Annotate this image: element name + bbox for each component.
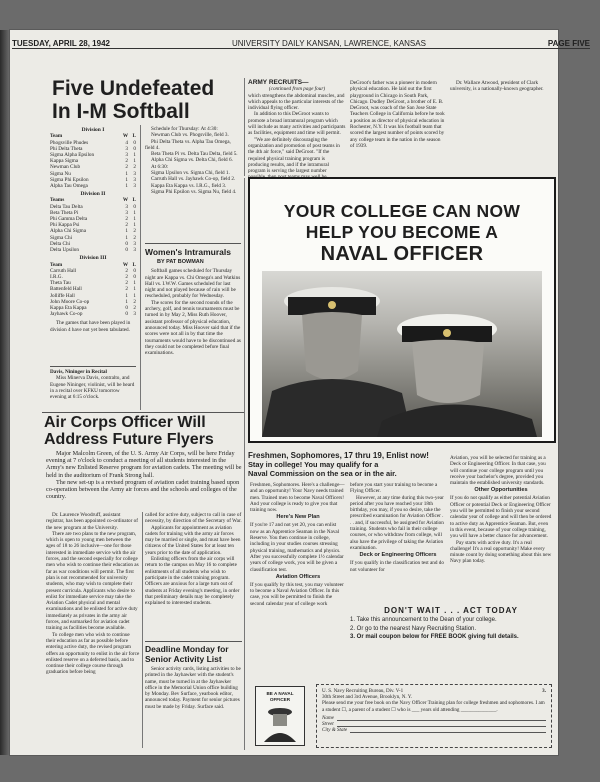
division-3-table — [50, 262, 136, 318]
losses-cell: 3 — [133, 182, 136, 189]
losses-cell: 1 — [133, 151, 136, 158]
coupon-city-field[interactable] — [350, 727, 546, 733]
softball-headline-line-1: Five Undefeated — [52, 77, 215, 100]
navy-ad-poster — [248, 177, 556, 443]
column-rule — [244, 178, 245, 750]
air-corps-body-6: Applicants for appointment as aviation cadets for training with the army air forces may be married or single, and must have been citizens of the United States for at least ten years prior to the date of application. — [145, 524, 241, 556]
team-name-cell: Jolliffe Hall — [50, 292, 75, 299]
wins-cell: 0 — [125, 240, 128, 247]
issue-date: TUESDAY, APRIL 28, 1942 — [12, 39, 110, 48]
team-name-cell: Sigma Alpha Epsilon — [50, 151, 95, 158]
losses-cell: 1 — [133, 292, 136, 299]
wins-cell: 1 — [125, 234, 128, 241]
deadline-body: Senior activity cards, listing activities to be printed in the Jayhawker with the student's name, must be turned in at the Jayhawker office in the Memorial Union office building by Monday. Bev Surface, yearbook editor, announced today. Payment for senior pictures must be made by Friday. Surface said. — [145, 666, 241, 710]
army-body-2: In addition to this DeGroot wants to promote a broad intramural program which will include as many activities and participants as facilities, equipment and time will permit. — [248, 111, 346, 137]
naval-officers-photo — [262, 271, 542, 437]
column-rule — [50, 366, 136, 367]
team-name-cell: Jayhawk Co-op — [50, 311, 83, 318]
column-rule — [140, 125, 141, 410]
air-corps-body-7: Enlisting officers from the air corps will return to the campus on May 16 to complete enlistments of all students who wish to participate in the cadet training program. Officers are anxious for a large turn out of students at Friday evening's meeting, in order that preliminary details may be completely explained to interested students. — [145, 556, 240, 607]
schedule-item: Phi Delta Theta vs. Alpha Tau Omega, field 4. — [145, 138, 231, 151]
army-body-3: "We are definitely discouraging the organization and promotion of post teams in the 4th air force," said DeGroot. "If the required physical training program is producing results, and if the intramural program is serving the largest number — [248, 136, 340, 175]
navy-ad-other-body: If you do not qualify as either potential Aviation Officer or potential Deck or Engineering Officer you will be permitted to finish your second calendar year of college and will then be ordered to active duty as Apprentice Seaman. But, even in this event, because of your college training, you will have a better chance for advancement. — [450, 495, 552, 540]
losses-cell: 2 — [133, 164, 136, 171]
navy-ad-col2-body-2: However, at any time during this two-year period after you have reached your 18th birthday, you may, if you so desire, take the prescribed examination for Aviation Officer . . . and, if successful, be assigned for Aviation training. Students who fail in their college courses, or who withdraw from college, will also have the privilege of taking the Aviation examination. — [350, 494, 444, 551]
navy-ad-sub-3: Naval Commission on the sea or in the air. — [248, 469, 397, 478]
navy-ad-sub-1: Freshmen, Sophomores, 17 thru 19, Enlist now! — [248, 451, 429, 460]
navy-ad-plan-body: If you're 17 and not yet 20, you can enlist now as an Apprentice Seaman in the Naval Reserve. You then continue in college, including in your studies courses stressing physical training, mathematics and physics. After you successfully complete 1½ calendar years of college work, you will be given a classification test. — [250, 522, 344, 573]
coupon-address-line-1: U. S. Navy Recruiting Bureau, Div. V-1 — [322, 688, 404, 694]
navy-booklet-figure — [256, 702, 304, 742]
losses-cell: 3 — [133, 176, 136, 183]
navy-ad-step-3: 3. Or mail coupon below for FREE BOOK giving full details. — [350, 634, 519, 641]
navy-ad-headline — [250, 201, 554, 266]
navy-booklet-image — [255, 686, 305, 746]
column-rule — [145, 243, 241, 244]
air-corps-lead-text: Major Malcolm Green, of the U. S. Army Air Corps, will be here Friday evening at 7 o'clock to conduct a meeting of all students interested in the Army's new Enlisted Reserve program for aviation cadets. The meeting will be held in the auditorium of Frank Strong hall. — [46, 450, 242, 479]
team-name-cell: Newman Club — [50, 164, 81, 171]
team-name-cell: Alpha Tau Omega — [50, 182, 88, 189]
losses-cell: 0 — [133, 273, 136, 280]
losses-cell: 0 — [133, 139, 136, 146]
softball-headline — [52, 77, 242, 123]
navy-ad-aviation-head: Aviation Officers — [275, 573, 321, 580]
team-header: Team — [50, 261, 63, 268]
air-corps-headline — [44, 414, 248, 448]
wins-cell: 2 — [125, 216, 128, 223]
paper-name: UNIVERSITY DAILY KANSAN, LAWRENCE, KANSAS — [231, 39, 426, 48]
team-name-cell: Sigma Nu — [50, 170, 71, 177]
wins-cell: 0 — [125, 304, 128, 311]
intramurals-story — [145, 247, 241, 410]
army-story-col-2 — [350, 80, 446, 176]
losses-cell: 3 — [133, 240, 136, 247]
navy-booklet-line-2: OFFICER — [269, 696, 291, 702]
air-corps-lead — [46, 450, 242, 510]
division-2-title: Division II — [80, 191, 106, 198]
wins-cell: 2 — [125, 280, 128, 287]
navy-ad-col3-body: Aviation, you will be selected for training as a Deck or Engineering Officer. In that case, you will continue your college program until you receive your bachelor's degree, provided you maintain the established university standards. — [450, 455, 546, 487]
navy-ad-aviation-body: If you qualify by this test, you may volunteer to become a Naval Aviation Officer. In this case, you will be permitted to finish the second calendar year of college work — [250, 581, 344, 607]
coupon-address-row — [322, 688, 546, 700]
schedule-item: Alpha Chi Sigma vs. Delta Chi, field 6. — [151, 157, 233, 164]
wins-cell: 2 — [125, 222, 128, 229]
softball-headline-line-2: In I-M Softball — [52, 100, 190, 123]
team-header: Teams — [50, 197, 65, 204]
team-name-cell: Battenfeld Hall — [50, 286, 82, 293]
navy-ad-step-1: 1. Take this announcement to the Dean of your college. — [350, 617, 497, 624]
losses-cell: 2 — [133, 228, 136, 235]
navy-ad-col-2 — [350, 482, 446, 602]
losses-cell: 0 — [133, 203, 136, 210]
wins-header: W — [122, 133, 128, 140]
wins-cell: 0 — [125, 311, 128, 318]
losses-cell: 1 — [133, 209, 136, 216]
wins-cell: 0 — [125, 247, 128, 254]
wins-cell: 4 — [125, 139, 128, 146]
team-name-cell: Kappa Eta Kappa — [50, 304, 87, 311]
wins-cell: 2 — [125, 267, 128, 274]
schedule-item: Newman Club vs. Phogsville, field 3. — [151, 132, 229, 139]
navy-ad-intro: Freshmen, Sophomores. Here's a challenge—and an opportunity! Your Navy needs trained men. Trained men to become Naval Officers! And your college is ready to give you that training now. — [250, 482, 345, 514]
navy-ad-col2-body: before you start your training to become a Flying Officer. — [350, 482, 438, 495]
team-name-cell: Delta Tau Delta — [50, 203, 83, 210]
standings-column — [50, 125, 136, 365]
losses-cell: 3 — [133, 247, 136, 254]
air-corps-body-3: There are two plans to the new program, which is open to young men between the ages of 18 to 26 inclusive—one for those interested in immediate service with the air forces, and the second especially for college men who wish to continue their education as far as war conditions will permit. The first plan is not recommended for university students, who may wish to complete their present curricula. Applicants who desire to enlist for immediate service may take the Aviation Cadet physical and mental examinations and be enlisted for active duty immediately as privates in the army air forces, and earmarked for aviation cadet training as facilities become available. — [46, 530, 139, 632]
division-1-table — [50, 133, 136, 189]
table-row — [50, 247, 136, 253]
team-name-cell: Phogsville Phudes — [50, 139, 89, 146]
navy-ad-headline-line-1: YOUR COLLEGE CAN NOW — [283, 201, 521, 221]
column-rule — [145, 641, 242, 642]
division-1-title: Division I — [81, 127, 105, 133]
army-story-col-3 — [450, 80, 552, 176]
air-corps-col-2 — [145, 512, 242, 638]
losses-cell: 1 — [133, 280, 136, 287]
table-row — [50, 183, 136, 189]
wins-cell: 3 — [125, 209, 128, 216]
army-body-1: which strengthens the abdominal muscles, and which appeals to the particular interests of the individual flying officer. — [248, 92, 345, 112]
navy-ad-step-2: 2. Or go to the nearest Navy Recruiting Station. — [350, 625, 477, 632]
naval-officers-illustration — [262, 271, 542, 437]
losses-cell: 3 — [133, 170, 136, 177]
team-name-cell: Phi Delta Theta — [50, 145, 83, 152]
losses-cell: 0 — [133, 267, 136, 274]
coupon-address-line-2: 30th Street and 3rd Avenue, Brooklyn, N. Y. — [322, 694, 413, 701]
schedule-item: Kappa Eta Kappa vs. I.R.G., field 3. — [151, 182, 227, 189]
losses-cell: 0 — [133, 145, 136, 152]
column-rule — [244, 78, 245, 176]
schedule-item: Beta Theta Pi vs. Delta Tau Delta, field 5. — [151, 151, 238, 158]
wins-cell: 1 — [125, 182, 128, 189]
losses-cell: 2 — [133, 298, 136, 305]
schedule-item: Sigma Upsilon vs. Sigma Chi, field 1. — [151, 170, 230, 177]
wins-cell: 2 — [125, 158, 128, 165]
losses-cell: 2 — [133, 234, 136, 241]
team-name-cell: Kappa Sigma — [50, 158, 79, 165]
coupon-city-row — [322, 727, 546, 733]
intramurals-byline: BY PAT BOWMAN — [157, 259, 204, 265]
wins-cell: 1 — [125, 298, 128, 305]
losses-cell: 1 — [133, 286, 136, 293]
recital-title: Davis, Nininger in Recital — [50, 369, 107, 375]
intramurals-headline: Women's Intramurals — [145, 247, 231, 257]
team-name-cell: Delta Chi — [50, 240, 71, 247]
losses-header: L — [132, 133, 136, 140]
coupon-number: 3. — [542, 688, 546, 694]
navy-ad-other-head: Other Opportunities — [474, 487, 528, 494]
team-name-cell: Theta Tau — [50, 280, 71, 287]
section-rule — [42, 412, 244, 413]
intramurals-body-2: The scores for the second rounds of the archery, golf, and tennis tournaments must be turned in by May 2, Miss Ruth Hoover, assistant professor of physical education, announced today. Miss Hoover said that if the scores were not all in by that time the tournaments would have to be discontinued as they could not be completed before final examinations. — [145, 299, 241, 357]
division-3-title: Division III — [79, 255, 107, 262]
air-corps-body-1: The new set-up is a revised program of aviation cadet training based upon co-operation between the Army air forces and the schools and colleges of the country. — [46, 478, 240, 501]
wins-cell: 2 — [125, 164, 128, 171]
navy-ad-deck-body: If you qualify in the classification test and do not volunteer for — [350, 560, 444, 573]
team-name-cell: Carruth Hall — [50, 267, 77, 274]
air-corps-body-5: called for active duty, subject to call in case of necessity, by direction of the Secretary of War. — [145, 512, 242, 525]
wins-cell: 3 — [125, 145, 128, 152]
navy-ad-plan-head: Here's New Plan — [276, 514, 320, 521]
team-name-cell: John Moore Co-op — [50, 298, 90, 305]
wins-cell: 3 — [125, 151, 128, 158]
air-corps-body-4: To college men who wish to continue their education as far as possible before entering active duty, the revised program offers an opportunity to enlist in the air force enlisted reserve on a deferred basis, and to continue their college course through graduation before being — [46, 631, 140, 676]
losses-cell: 1 — [133, 222, 136, 229]
wins-header: W — [122, 197, 128, 204]
recital-story — [50, 369, 136, 409]
team-name-cell: Phi Gamma Delta — [50, 216, 88, 223]
wins-cell: 2 — [125, 286, 128, 293]
coupon-city-label: City & State — [322, 727, 348, 734]
postponed-note: The games that have been played in division 4 have not yet been tabulated. — [50, 320, 131, 333]
losses-header: L — [132, 197, 136, 204]
navy-ad-pay: Pay starts with active duty. It's a real challenge! It's a real opportunity! Make every minute count by doing something about this new Navy plan today. — [450, 539, 552, 565]
navy-booklet-line-1: BE A NAVAL — [266, 691, 294, 696]
schedule-item: Carruth Hall vs. Jayhawk Co-op, field 2. — [151, 176, 236, 183]
army-story-col-1 — [248, 80, 346, 176]
intramurals-body-1: Softball games scheduled for Thursday night are Kappa vs. Chi Omega's and Watkins Hall vs. I.W.W. Games scheduled for last night and not played because of rain will be rescheduled, probably for Wednesday. — [145, 268, 241, 300]
navy-ad-headline-line-3: NAVAL OFFICER — [320, 243, 484, 265]
navy-ad-col-3 — [450, 455, 552, 605]
wins-cell: 2 — [125, 273, 128, 280]
division-2-table — [50, 197, 136, 253]
division-1-rows — [50, 140, 136, 190]
team-name-cell: Phi Kappa Psi — [50, 222, 80, 229]
navy-ad-col-1 — [250, 482, 346, 682]
losses-cell: 3 — [133, 311, 136, 318]
air-corps-col-1 — [46, 512, 140, 748]
wins-cell: 1 — [125, 228, 128, 235]
navy-booklet-title — [256, 691, 304, 702]
team-name-cell: I.R.G. — [50, 273, 63, 280]
team-name-cell: Delta Upsilon — [50, 247, 79, 254]
losses-cell: 2 — [133, 304, 136, 311]
losses-cell: 1 — [133, 216, 136, 223]
navy-ad-sub-2: Stay in college! You may qualify for a — [248, 460, 379, 469]
team-name-cell: Alpha Chi Sigma — [50, 228, 87, 235]
team-header: Team — [50, 133, 63, 140]
wins-header: W — [122, 261, 128, 268]
navy-ad-dont-wait: DON'T WAIT . . . ACT TODAY — [384, 606, 518, 615]
army-body-5: Dr. Wallace Atwood, president of Clark university, is a nationally-known geographer. — [450, 80, 544, 93]
army-body-4: DeGroot's father was a pioneer in modern physical education. He laid out the first playground in Chicago in South Park, Chicago. Dudley DeGroot, a brother of E. B. DeGroot, was coach of the San Jose State Teachers College in California before he took a position as director of physical education in Rochester, N.Y. It was his football team that scored the largest number of points scored by any college team in the nation in the season of 1939. — [350, 80, 445, 149]
air-corps-body-2: Dr. Laurence Woodruff, assistant registrar, has been appointed co-ordinator of the new program at the University. — [46, 512, 138, 531]
page-header — [12, 34, 590, 49]
division-2-rows — [50, 204, 136, 254]
coupon-name-label: Name — [322, 714, 334, 721]
schedule-item: Sigma Phi Epsilon vs. Sigma Nu, field 4. — [151, 188, 237, 195]
schedule-column — [145, 126, 241, 238]
team-name-cell: Beta Theta Pi — [50, 209, 79, 216]
schedule-item: At 6:30: — [151, 163, 169, 170]
wins-cell: 1 — [125, 292, 128, 299]
army-continued: (continued from page four) — [268, 86, 326, 93]
losses-cell: 1 — [133, 158, 136, 165]
division-3-rows — [50, 268, 136, 318]
deadline-headline-line-1: Deadline Monday for — [145, 644, 229, 654]
team-name-cell: Sigma Chi — [50, 234, 73, 241]
table-row — [50, 311, 136, 317]
schedule-item: Schedule for Thursday: At 4:30: — [151, 126, 218, 132]
air-corps-headline-line-1: Air Corps Officer Will — [44, 414, 206, 431]
wins-cell: 3 — [125, 203, 128, 210]
navy-ad-call-to-action — [350, 608, 552, 652]
page-number: PAGE FIVE — [547, 39, 590, 48]
navy-ad-deck-head: Deck or Engineering Officers — [359, 552, 437, 559]
wins-cell: 1 — [125, 170, 128, 177]
navy-ad-steps — [350, 616, 552, 642]
schedule-list — [145, 126, 241, 195]
coupon-address — [322, 688, 412, 700]
wins-cell: 1 — [125, 176, 128, 183]
air-corps-headline-line-2: Address Future Flyers — [44, 431, 214, 448]
coupon-street-label: Street — [322, 721, 334, 728]
column-rule — [142, 512, 143, 748]
team-name-cell: Sigma Phi Epsilon — [50, 176, 89, 183]
navy-coupon — [316, 684, 552, 748]
recital-body: Miss Minerva Davis, contralto, and Eugene Nininger, violinist, will be heard in a recital over KFKU tomorrow evening at 6:15 o'clock. — [50, 375, 135, 401]
deadline-headline-line-2: Senior Activity List — [145, 654, 222, 664]
coupon-body: Please send me your free book on the Navy Officer Training plan for college freshmen and sophomores. I am a student ☐, a parent of a student ☐ who is ___ years old attending ______________. — [322, 700, 545, 713]
deadline-story — [145, 644, 242, 748]
army-kicker: ARMY RECRUITS— — [248, 79, 309, 86]
losses-header: L — [132, 261, 136, 268]
navy-ad-headline-line-2: HELP YOU BECOME A — [305, 222, 499, 242]
